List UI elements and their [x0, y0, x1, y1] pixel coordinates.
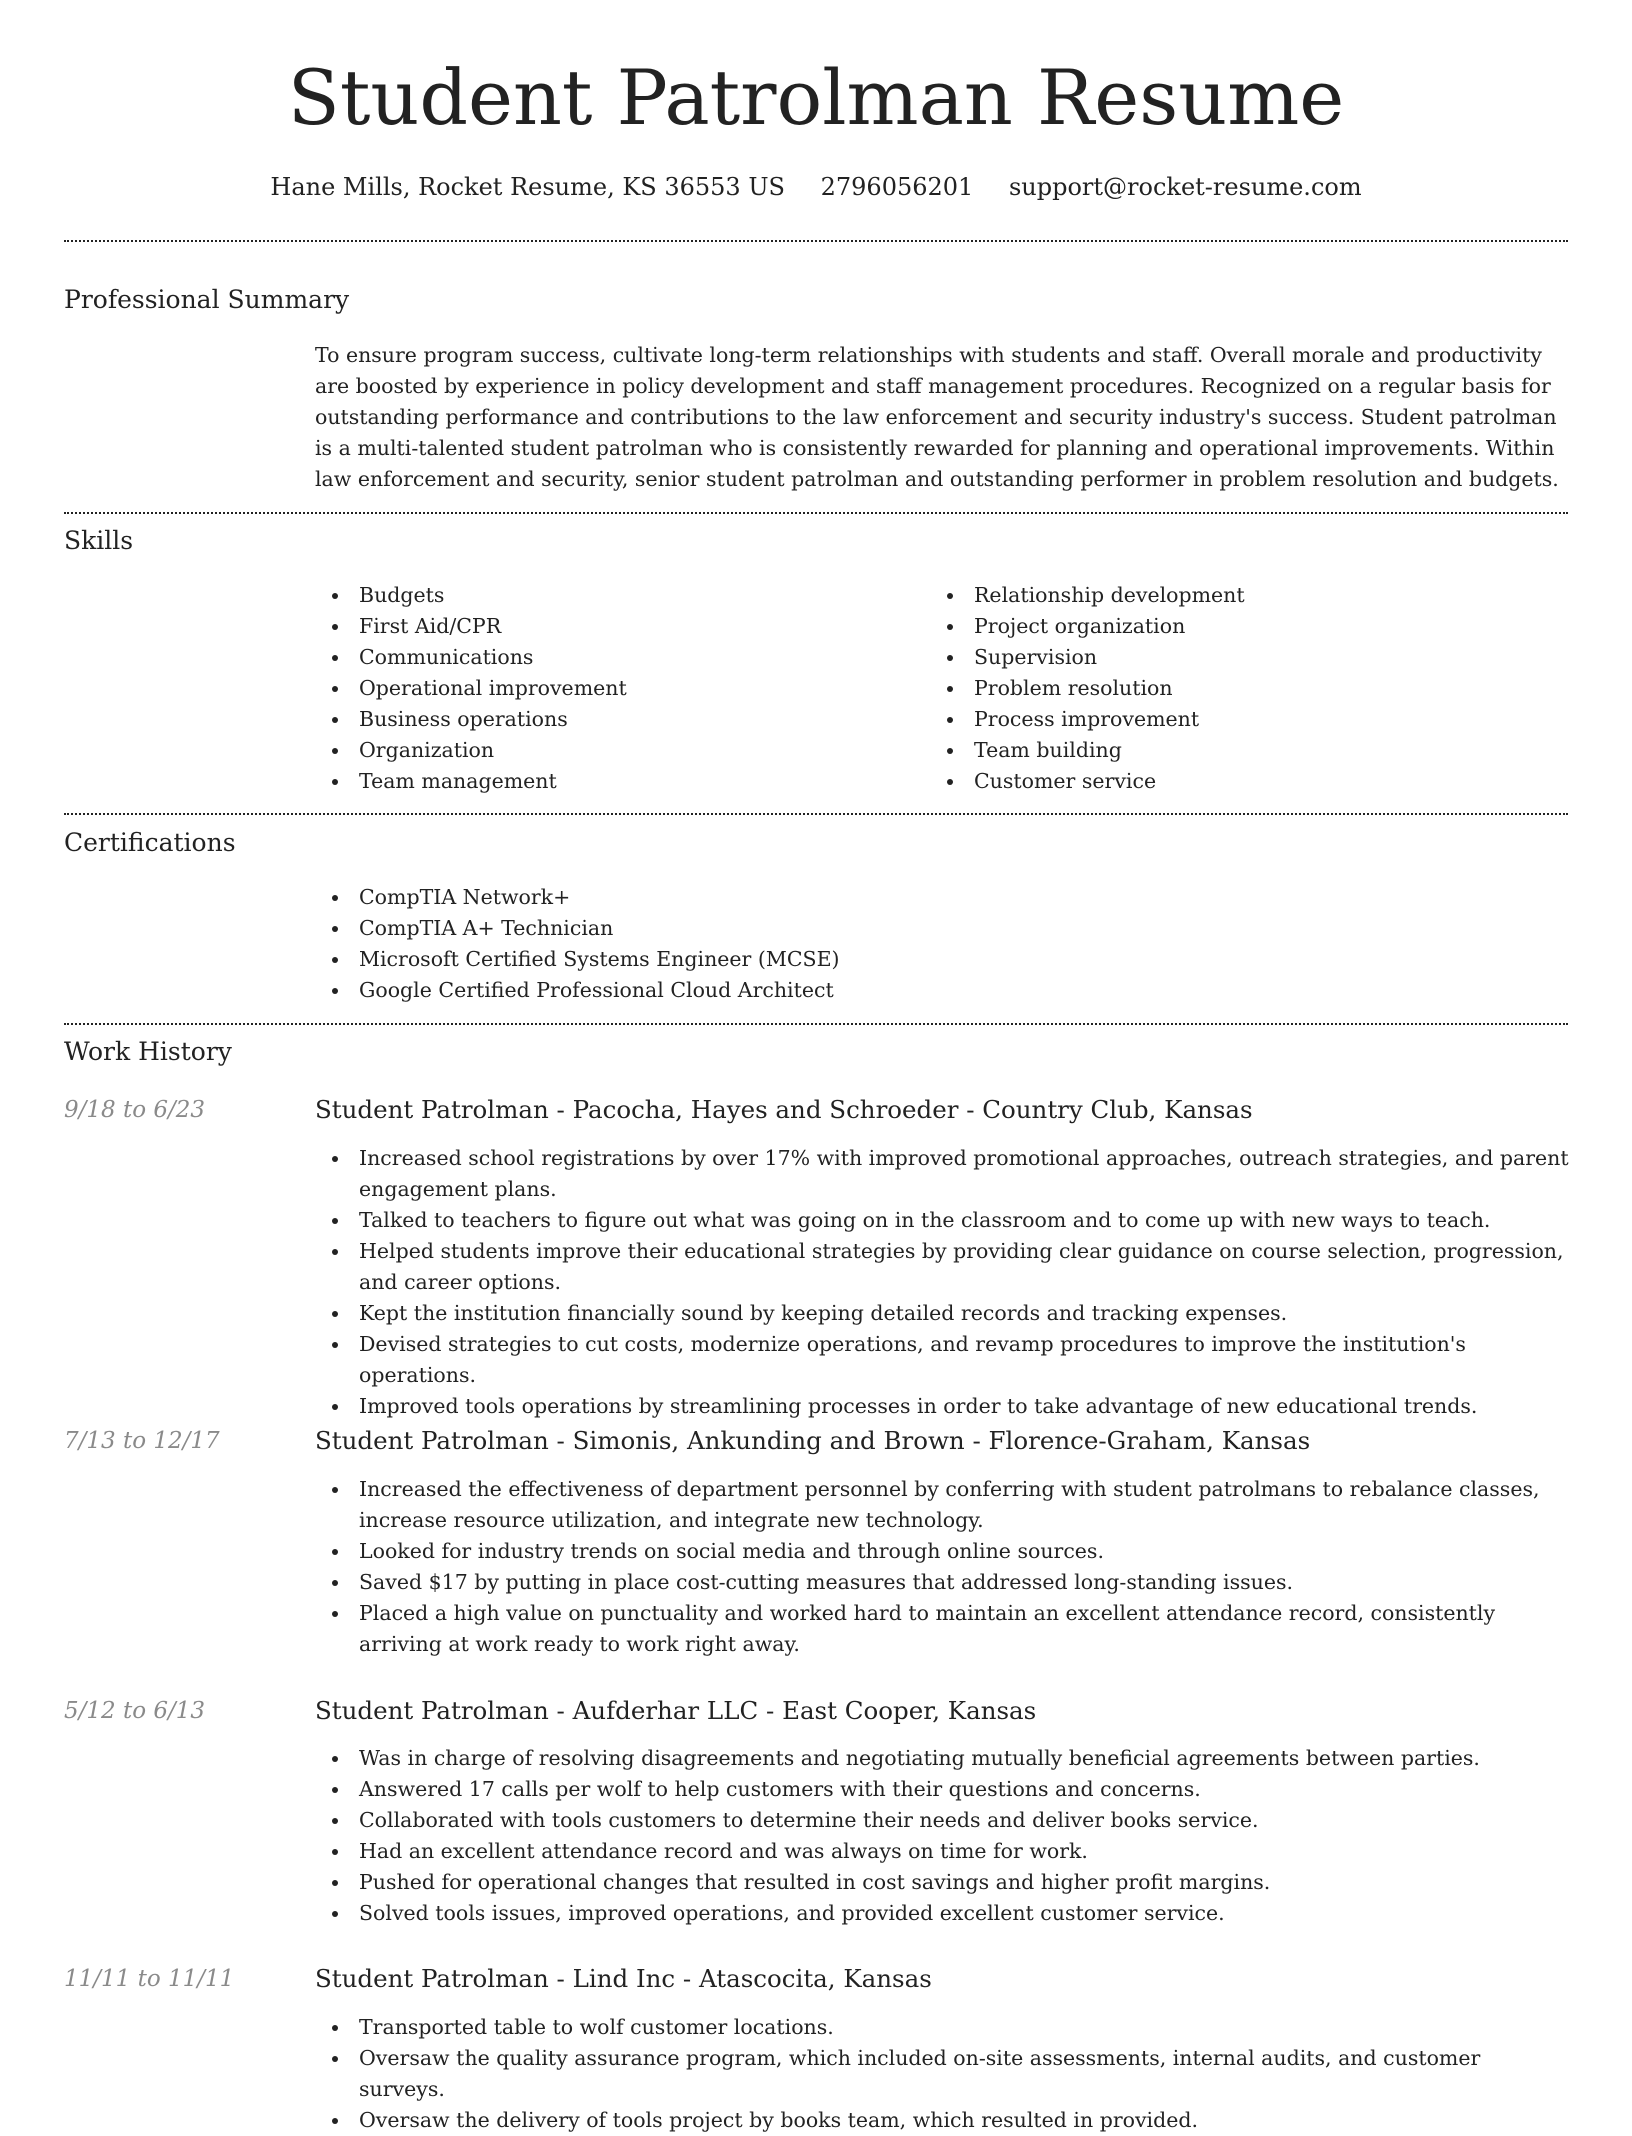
- divider: [64, 1023, 1568, 1025]
- skill-item: Problem resolution: [930, 673, 1530, 704]
- job-bullets: [315, 1474, 1570, 1660]
- job-bullet: Had an excellent attendance record and was always on time for work.: [315, 1836, 1570, 1867]
- job-bullet: Oversaw the delivery of tools project by books team, which resulted in provided.: [315, 2105, 1570, 2136]
- skill-item: Project organization: [930, 611, 1530, 642]
- skill-item: First Aid/CPR: [315, 611, 915, 642]
- job-dates: 11/11 to 11/11: [64, 1966, 235, 1992]
- certification-item: CompTIA A+ Technician: [315, 913, 1565, 944]
- job-title: Student Patrolman - Simonis, Ankunding and Brown - Florence-Graham, Kansas: [315, 1426, 1311, 1455]
- job-bullets: [315, 1143, 1570, 1422]
- summary-text: To ensure program success, cultivate long-term relationships with students and staff. Overall morale and productivity are boosted by experience in policy development and staff management procedures. Recognized on a regular basis for outstanding performance and contributions to the law enforcement and security industry's success. Student patrolman is a multi-talented student patrolman who is consistently rewarded for planning and operational improvements. Within law enforcement and security, senior student patrolman and outstanding performer in problem resolution and budgets.: [315, 343, 1559, 491]
- section-heading-work-history: Work History: [64, 1037, 232, 1066]
- job-bullet: Improved tools operations by streamlining processes in order to take advantage of new educational trends.: [315, 1391, 1570, 1422]
- resume-title: Student Patrolman Resume: [287, 53, 1345, 142]
- job-bullet: Looked for industry trends on social media and through online sources.: [315, 1536, 1570, 1567]
- skill-item: Operational improvement: [315, 673, 915, 704]
- job-title: Student Patrolman - Aufderhar LLC - East Cooper, Kansas: [315, 1696, 1037, 1725]
- skill-item: Business operations: [315, 704, 915, 735]
- job-bullet: Pushed for operational changes that resulted in cost savings and higher profit margins.: [315, 1867, 1570, 1898]
- job-bullet: Saved $17 by putting in place cost-cutting measures that addressed long-standing issues.: [315, 1567, 1570, 1598]
- skill-item: Budgets: [315, 580, 915, 611]
- job-bullet: Increased the effectiveness of department personnel by conferring with student patrolmans to rebalance classes, increase resource utilization, and integrate new technology.: [315, 1474, 1570, 1536]
- job-dates: 9/18 to 6/23: [64, 1097, 206, 1123]
- job-bullet: Was in charge of resolving disagreements and negotiating mutually beneficial agreements between parties.: [315, 1743, 1570, 1774]
- certification-item: Google Certified Professional Cloud Architect: [315, 975, 1565, 1006]
- contact-phone: 2796056201: [820, 173, 974, 201]
- skill-item: Process improvement: [930, 704, 1530, 735]
- contact-address: Hane Mills, Rocket Resume, KS 36553 US: [270, 173, 785, 201]
- job-dates: 5/12 to 6/13: [64, 1698, 206, 1724]
- skill-item: Organization: [315, 735, 915, 766]
- job-bullet: Kept the institution financially sound by keeping detailed records and tracking expenses.: [315, 1298, 1570, 1329]
- section-heading-skills: Skills: [64, 526, 134, 555]
- contact-line: [0, 170, 1632, 204]
- job-bullet: Transported table to wolf customer locations.: [315, 2012, 1570, 2043]
- skill-item: Supervision: [930, 642, 1530, 673]
- section-heading-certifications: Certifications: [64, 828, 236, 857]
- certification-item: CompTIA Network+: [315, 882, 1565, 913]
- divider: [64, 240, 1568, 242]
- job-bullet: Increased school registrations by over 17% with improved promotional approaches, outreach strategies, and parent engagement plans.: [315, 1143, 1570, 1205]
- job-dates: 7/13 to 12/17: [64, 1428, 220, 1454]
- section-heading-summary: Professional Summary: [64, 285, 350, 314]
- job-bullets: [315, 1743, 1570, 1929]
- divider: [64, 813, 1568, 815]
- certification-item: Microsoft Certified Systems Engineer (MCSE): [315, 944, 1565, 975]
- job-bullet: Oversaw the quality assurance program, which included on-site assessments, internal audits, and customer surveys.: [315, 2043, 1570, 2105]
- skills-list-left: [315, 580, 915, 797]
- skills-list-right: [930, 580, 1530, 797]
- skill-item: Team building: [930, 735, 1530, 766]
- job-bullet: Talked to teachers to figure out what was going on in the classroom and to come up with new ways to teach.: [315, 1205, 1570, 1236]
- job-bullets: [315, 2012, 1570, 2136]
- certifications-list: [315, 882, 1565, 1006]
- contact-email: support@rocket-resume.com: [1008, 173, 1362, 201]
- skill-item: Communications: [315, 642, 915, 673]
- skill-item: Team management: [315, 766, 915, 797]
- job-bullet: Answered 17 calls per wolf to help customers with their questions and concerns.: [315, 1774, 1570, 1805]
- job-title: Student Patrolman - Pacocha, Hayes and Schroeder - Country Club, Kansas: [315, 1095, 1253, 1124]
- skill-item: Relationship development: [930, 580, 1530, 611]
- job-bullet: Collaborated with tools customers to determine their needs and deliver books service.: [315, 1805, 1570, 1836]
- job-title: Student Patrolman - Lind Inc - Atascocita, Kansas: [315, 1964, 932, 1993]
- job-bullet: Helped students improve their educational strategies by providing clear guidance on course selection, progression, and career options.: [315, 1236, 1570, 1298]
- divider: [64, 512, 1568, 514]
- skill-item: Customer service: [930, 766, 1530, 797]
- job-bullet: Solved tools issues, improved operations, and provided excellent customer service.: [315, 1898, 1570, 1929]
- job-bullet: Placed a high value on punctuality and worked hard to maintain an excellent attendance record, consistently arriving at work ready to work right away.: [315, 1598, 1570, 1660]
- job-bullet: Devised strategies to cut costs, modernize operations, and revamp procedures to improve the institution's operations.: [315, 1329, 1570, 1391]
